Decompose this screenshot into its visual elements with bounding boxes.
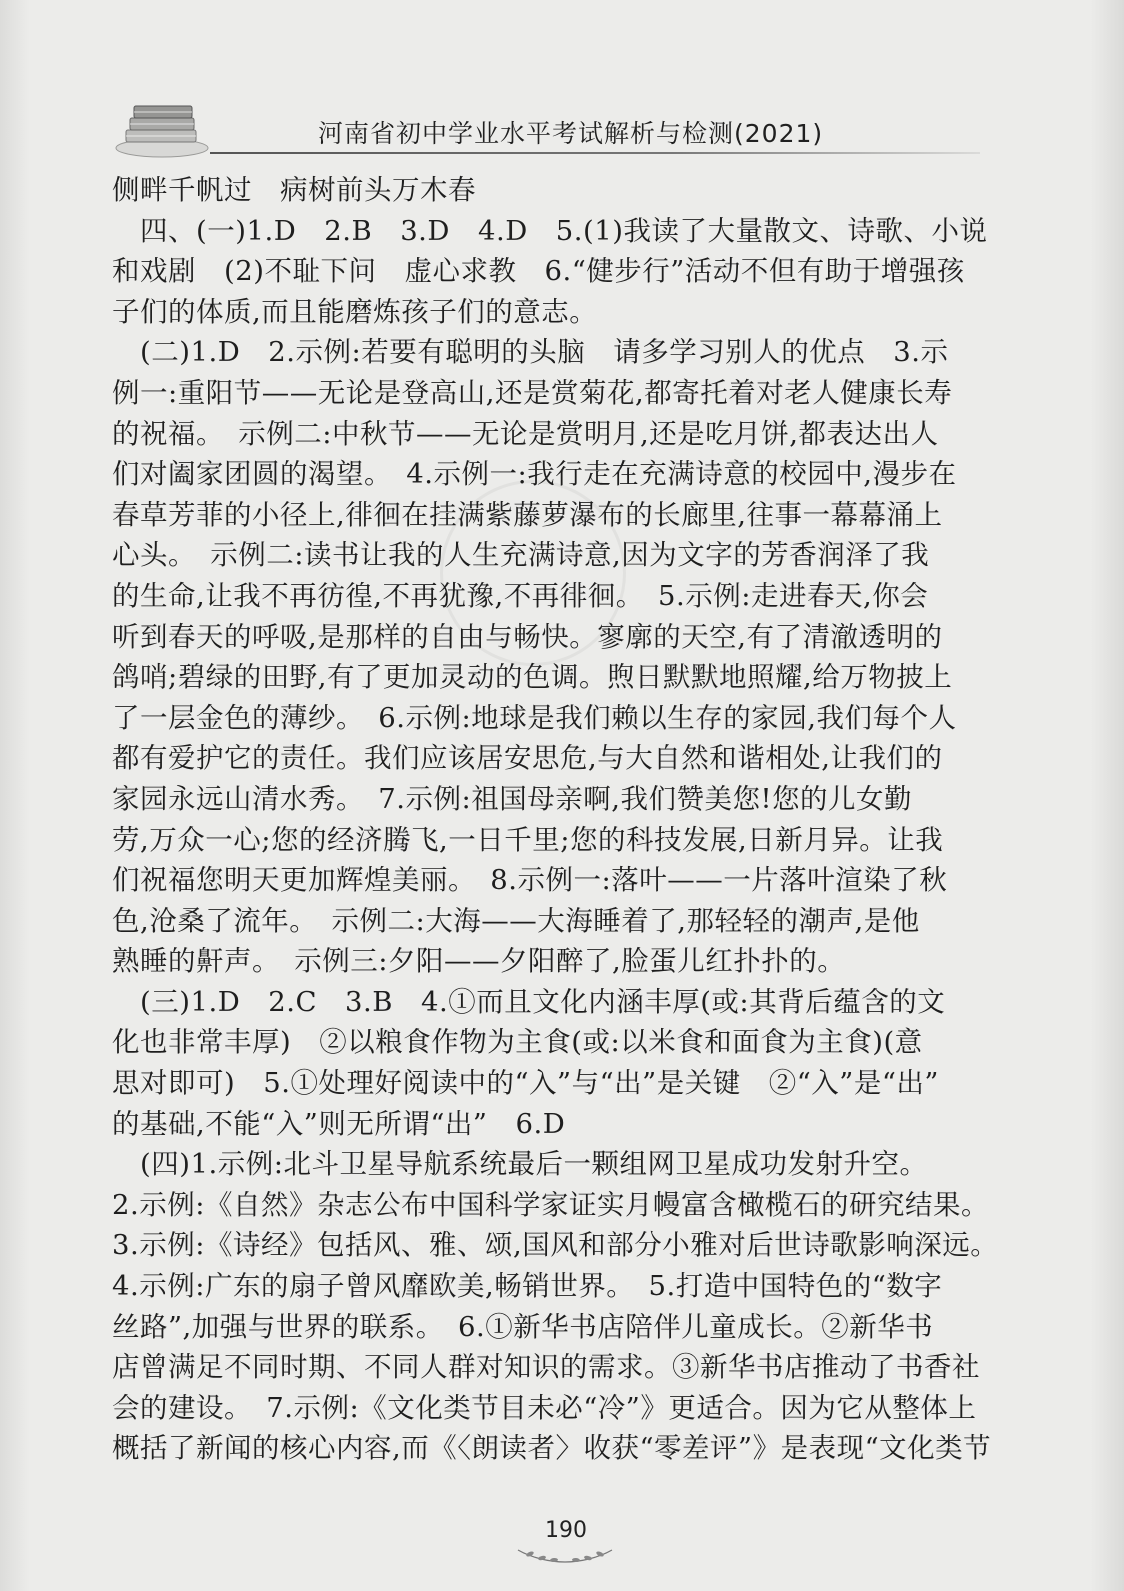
text-line: 2.示例:《自然》杂志公布中国科学家证实月幔富含橄榄石的研究结果。 (112, 1188, 990, 1221)
text-line: 心头。 示例二:读书让我的人生充满诗意,因为文字的芳香润泽了我 (112, 539, 930, 572)
page-header (0, 80, 1124, 170)
text-line: 和戏剧 (2)不耻下问 虚心求教 6.“健步行”活动不但有助于增强孩 (112, 255, 965, 288)
text-line: 侧畔千帆过 病树前头万木春 (112, 174, 476, 206)
text-line: 子们的体质,而且能磨炼孩子们的意志。 (112, 295, 598, 328)
text-line: 的祝福。 示例二:中秋节——无论是赏明月,还是吃月饼,都表达出人 (112, 417, 939, 450)
text-line: 3.示例:《诗经》包括风、雅、颂,国风和部分小雅对后世诗歌影响深远。 (112, 1229, 999, 1262)
book-title: 河南省初中学业水平考试解析与检测(2021) (318, 119, 824, 148)
text-line: 店曾满足不同时期、不同人群对知识的需求。③新华书店推动了书香社 (112, 1351, 980, 1384)
text-line: 听到春天的呼吸,是那样的自由与畅快。寥廓的天空,有了清澈透明的 (112, 620, 943, 653)
text-line: 劳,万众一心;您的经济腾飞,一日千里;您的科技发展,日新月异。让我 (112, 823, 944, 856)
text-line: 4.示例:广东的扇子曾风靡欧美,畅销世界。 5.打造中国特色的“数字 (112, 1270, 943, 1303)
text-line: 概括了新闻的核心内容,而《〈朗读者〉收获“零差评”》是表现“文化类节 (112, 1432, 992, 1465)
text-line: 的基础,不能“入”则无所谓“出” 6.D (112, 1107, 566, 1140)
header-divider (210, 152, 980, 154)
text-line: 会的建设。 7.示例:《文化类节目未必“冷”》更适合。因为它从整体上 (112, 1391, 977, 1424)
text-line: 思对即可) 5.①处理好阅读中的“入”与“出”是关键 ②“入”是“出” (112, 1067, 939, 1100)
text-line: (四)1.示例:北斗卫星导航系统最后一颗组网卫星成功发射升空。 (112, 1148, 928, 1181)
page-number: 190 (545, 1518, 587, 1543)
text-line: 化也非常丰厚) ②以粮食作物为主食(或:以米食和面食为主食)(意 (112, 1026, 923, 1059)
books-stack-icon (112, 90, 212, 160)
text-line: 的生命,让我不再彷徨,不再犹豫,不再徘徊。 5.示例:走进春天,你会 (112, 579, 929, 612)
text-line: 春草芳菲的小径上,徘徊在挂满紫藤萝瀑布的长廊里,往事一幕幕涌上 (112, 498, 943, 531)
page-footer (0, 1500, 1124, 1580)
text-line: 例一:重阳节——无论是登高山,还是赏菊花,都寄托着对老人健康长寿 (112, 376, 953, 409)
text-line: 们祝福您明天更加辉煌美丽。 8.示例一:落叶——一片落叶渲染了秋 (112, 864, 948, 897)
text-line: 都有爱护它的责任。我们应该居安思危,与大自然和谐相处,让我们的 (112, 742, 943, 775)
text-line: 熟睡的鼾声。 示例三:夕阳——夕阳醉了,脸蛋儿红扑扑的。 (112, 945, 846, 978)
text-line: (三)1.D 2.C 3.B 4.①而且文化内涵丰厚(或:其背后蕴含的文 (112, 985, 946, 1018)
text-line: 丝路”,加强与世界的联系。 6.①新华书店陪伴儿童成长。②新华书 (112, 1310, 934, 1343)
answer-text-body (112, 170, 1012, 1469)
text-line: 四、(一)1.D 2.B 3.D 4.D 5.(1)我读了大量散文、诗歌、小说 (112, 214, 988, 247)
text-line: 色,沧桑了流年。 示例二:大海——大海睡着了,那轻轻的潮声,是他 (112, 904, 920, 937)
laurel-ornament-icon (510, 1544, 620, 1568)
text-line: 家园永远山清水秀。 7.示例:祖国母亲啊,我们赞美您!您的儿女勤 (112, 782, 913, 815)
text-line: 们对阖家团圆的渴望。 4.示例一:我行走在充满诗意的校园中,漫步在 (112, 458, 957, 491)
text-line: (二)1.D 2.示例:若要有聪明的头脑 请多学习别人的优点 3.示 (112, 336, 949, 369)
text-line: 了一层金色的薄纱。 6.示例:地球是我们赖以生存的家园,我们每个人 (112, 701, 957, 734)
text-line: 鸽哨;碧绿的田野,有了更加灵动的色调。煦日默默地照耀,给万物披上 (112, 661, 953, 694)
